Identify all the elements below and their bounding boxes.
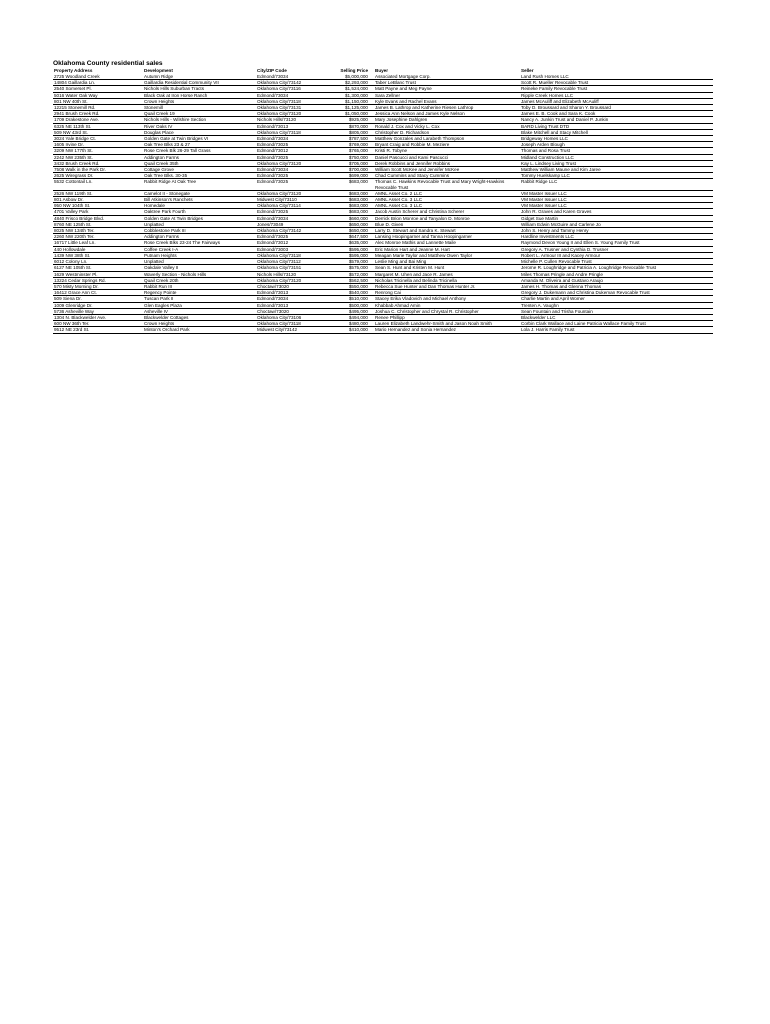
cell-address: 1304 N. Blackwelder Ave.: [53, 314, 143, 320]
cell-price: $805,000: [330, 129, 374, 135]
cell-buyer: Taber LeBlanc Trust: [374, 80, 520, 86]
cell-city-zip: Edmond/73025: [256, 154, 330, 160]
cell-buyer: Chad Cummins and Stacy Cummins: [374, 173, 520, 179]
cell-address: 7508 Walk in the Park Dr.: [53, 167, 143, 173]
cell-seller: Raymond Devon Young II and Ellen S. Young Family Trust: [520, 240, 713, 246]
cell-seller: Gidget Sue Martin: [520, 215, 713, 221]
cell-address: 13224 Cedar Springs Rd.: [53, 277, 143, 283]
cell-development: Crown Heights: [143, 98, 256, 104]
cell-buyer: Christopher D. Richardson: [374, 129, 520, 135]
cell-seller: James E. B. Cook and Sara K. Cook: [520, 111, 713, 117]
cell-development: Oak Tree Blks. 30-35: [143, 173, 256, 179]
cell-price: $683,000: [330, 197, 374, 203]
cell-city-zip: Edmond/73013: [256, 302, 330, 308]
cell-address: 1629 Westminster Pl.: [53, 271, 143, 277]
cell-buyer: Meagan Marie Taylor and Matthew Owen Taylor: [374, 252, 520, 258]
header-property-address: Property Address: [54, 68, 93, 73]
cell-buyer: AMNL Asset Co. 3 LLC: [374, 197, 520, 203]
cell-development: River Oaks IV: [143, 123, 256, 129]
cell-city-zip: Oklahoma City/73118: [256, 129, 330, 135]
cell-buyer: Kristi R. Tobyne: [374, 148, 520, 154]
header-selling-price: Selling Price: [340, 68, 368, 73]
cell-seller: Joseph Arden Blough: [520, 142, 713, 148]
cell-address: 440 Hollowdale: [53, 246, 143, 252]
cell-development: Blackwelder Cottages: [143, 314, 256, 320]
cell-city-zip: Oklahoma City/73120: [256, 160, 330, 166]
document-page: [53, 60, 713, 334]
table-body: [53, 74, 713, 333]
cell-price: $1,125,000: [330, 105, 374, 111]
cell-seller: Michelle P. Cullen Revocable Trust: [520, 259, 713, 265]
cell-buyer: Nicholas Tricinella and Belinda Tricinella: [374, 277, 520, 283]
cell-buyer: Matthew Gonzales and Larabeth Thompson: [374, 136, 520, 142]
cell-address: 4701 Valley Park: [53, 209, 143, 215]
table-row: [53, 321, 713, 327]
cell-city-zip: Edmond/73034: [256, 215, 330, 221]
cell-city-zip: Edmond/73034: [256, 136, 330, 142]
cell-city-zip: Oklahoma City/73120: [256, 190, 330, 196]
cell-address: 801 NW 40th St.: [53, 98, 143, 104]
cell-development: Rose Creek Blk 26-29 Tall Grass: [143, 148, 256, 154]
cell-price: $480,000: [330, 321, 374, 327]
cell-city-zip: Edmond/73034: [256, 296, 330, 302]
cell-city-zip: Jones/73049: [256, 221, 330, 227]
cell-city-zip: Edmond/73012: [256, 148, 330, 154]
table-row: [53, 327, 713, 333]
cell-address: 509 Siena Dr.: [53, 296, 143, 302]
cell-address: 1439 NW 38th St.: [53, 252, 143, 258]
cell-city-zip: Edmond/73025: [256, 209, 330, 215]
cell-city-zip: Oklahoma City/73142: [256, 80, 330, 86]
cell-development: Asheville IV: [143, 308, 256, 314]
cell-buyer: Renrong Cai: [374, 290, 520, 296]
cell-address: 9512 NE 23rd St.: [53, 327, 143, 333]
cell-seller: VM Master Issuer LLC: [520, 190, 713, 196]
cell-buyer: Larry D. Stewart and Sandra K. Stewart: [374, 228, 520, 234]
cell-buyer: Blue D. Given: [374, 221, 520, 227]
cell-development: Nichols Hills Suburban Tracts: [143, 86, 256, 92]
cell-price: $562,500: [330, 277, 374, 283]
cell-price: $495,000: [330, 308, 374, 314]
cell-buyer: AMNL Asset Co. 2 LLC: [374, 190, 520, 196]
sales-table: [53, 68, 713, 334]
cell-seller: BARD Living Trust DTD: [520, 123, 713, 129]
cell-city-zip: Edmond/73034: [256, 167, 330, 173]
cell-price: $494,000: [330, 314, 374, 320]
table-row: [53, 290, 713, 296]
cell-city-zip: Nichols Hills/73120: [256, 271, 330, 277]
cell-seller: Blackwelder LLC: [520, 314, 713, 320]
cell-price: $700,000: [330, 167, 374, 173]
cell-seller: Thomas and Rosa Trust: [520, 148, 713, 154]
cell-development: Stonemill: [143, 105, 256, 111]
cell-development: Unplatted: [143, 221, 256, 227]
cell-buyer: Kyle Evans and Rachel Evans: [374, 98, 520, 104]
cell-price: $787,500: [330, 136, 374, 142]
cell-development: Rabbit Run III: [143, 283, 256, 289]
cell-address: 600 NW 36th Ter.: [53, 321, 143, 327]
cell-development: Cottage Grove: [143, 167, 256, 173]
cell-buyer: Derrick Brion Monroe and Tanyalon D. Monroe: [374, 215, 520, 221]
cell-development: Glen Eagles Plaza: [143, 302, 256, 308]
cell-price: $635,000: [330, 240, 374, 246]
cell-address: 1605 Irvine Dr.: [53, 142, 143, 148]
cell-seller: Midland Construction LLC: [520, 154, 713, 160]
cell-development: Oak Tree Blks 23 & 27: [143, 142, 256, 148]
cell-city-zip: Oklahoma City/73151: [256, 265, 330, 271]
cell-address: 2941 Brush Creek Rd.: [53, 111, 143, 117]
cell-buyer: Mary Josephine Dahlgren: [374, 117, 520, 123]
cell-seller: James McAuliff and Elizabeth McAuliff: [520, 98, 713, 104]
cell-buyer: Ronald J. Cox and Vicky L. Cox: [374, 123, 520, 129]
cell-buyer: Lansing Hoopingarner and Tanna Hoopingarner: [374, 234, 520, 240]
cell-buyer: Mario Hernandez and Sonia Hernandez: [374, 327, 520, 333]
cell-price: $765,000: [330, 148, 374, 154]
cell-seller: Scott R. Mueller Revocable Trust: [520, 80, 713, 86]
cell-address: 2526 NW 119th St.: [53, 190, 143, 196]
cell-seller: James H. Thomas and Glenna Thomas: [520, 283, 713, 289]
cell-development: Rose Creek Blks 23-24 The Fairways: [143, 240, 256, 246]
cell-seller: Lola J. Harris Family Trust: [520, 327, 713, 333]
cell-address: 6127 NE 105th St.: [53, 265, 143, 271]
cell-seller: John S. Henry and Tammy Henry: [520, 228, 713, 234]
cell-address: 14804 Gaillardia Ln.: [53, 80, 143, 86]
cell-development: Putnam Heights: [143, 252, 256, 258]
cell-price: $575,000: [330, 265, 374, 271]
cell-price: $699,000: [330, 173, 374, 179]
cell-city-zip: Midwest City/73110: [256, 197, 330, 203]
cell-buyer: Derek Robbins and Jennifer Robbins: [374, 160, 520, 166]
cell-development: Quail Creek 19: [143, 111, 256, 117]
cell-city-zip: Oklahoma City/73118: [256, 321, 330, 327]
cell-price: $650,000: [330, 228, 374, 234]
cell-buyer: Bryant Craig and Robbie M. Meziere: [374, 142, 520, 148]
cell-development: Cobblestone Park III: [143, 228, 256, 234]
page-title: Oklahoma County residential sales: [53, 60, 163, 67]
cell-seller: Sean Fountain and Trisha Fountain: [520, 308, 713, 314]
cell-city-zip: Edmond/73025: [256, 179, 330, 190]
cell-buyer: Eric Marion Hart and Jeanne M. Hart: [374, 246, 520, 252]
cell-buyer: Joshua C. Christopher and Chrystal R. Christopher: [374, 308, 520, 314]
cell-development: Tuscan Park II: [143, 296, 256, 302]
cell-seller: Jerome R. Loughridge and Patricia A. Loughridge Revocable Trust: [520, 265, 713, 271]
cell-seller: Miles Thomas Pringle and Andre Pringle: [520, 271, 713, 277]
cell-city-zip: Midwest City/73142: [256, 327, 330, 333]
cell-address: 3024 Yale Bridge Ct.: [53, 136, 143, 142]
cell-city-zip: Oklahoma City/73116: [256, 86, 330, 92]
cell-address: 2625 Wiregrass Dr.: [53, 173, 143, 179]
cell-buyer: Alec Monroe Mathis and Lannette Maile: [374, 240, 520, 246]
cell-buyer: Daniel Pascucci and Kami Pascucci: [374, 154, 520, 160]
cell-development: Regency Pointe: [143, 290, 256, 296]
cell-city-zip: Choctaw/73020: [256, 283, 330, 289]
cell-price: $683,000: [330, 179, 374, 190]
cell-city-zip: Edmond/73025: [256, 173, 330, 179]
cell-address: 2260 NW 220th Ter.: [53, 234, 143, 240]
cell-seller: Ripple Creek Homes LLC: [520, 92, 713, 98]
cell-development: Camelot II - Stonegate: [143, 190, 256, 196]
cell-address: 8025 NW 134th Ter.: [53, 228, 143, 234]
cell-seller: Rabbit Ridge LLC: [520, 179, 713, 190]
cell-address: 509 NW 43rd St.: [53, 129, 143, 135]
cell-city-zip: Edmond/73025: [256, 234, 330, 240]
cell-price: $683,000: [330, 209, 374, 215]
cell-price: $683,000: [330, 203, 374, 209]
cell-price: $5,000,000: [330, 74, 374, 80]
cell-price: $510,000: [330, 296, 374, 302]
cell-price: $595,000: [330, 246, 374, 252]
cell-development: Douglas Place: [143, 129, 256, 135]
cell-address: 2725 Woodland Creek: [53, 74, 143, 80]
header-buyer: Buyer: [375, 68, 389, 73]
cell-seller: VM Master Issuer LLC: [520, 197, 713, 203]
cell-price: $2,293,000: [330, 80, 374, 86]
cell-development: Quail Creek 20th: [143, 277, 256, 283]
cell-development: Golden Gate at Twin Bridges VI: [143, 136, 256, 142]
cell-development: Nichols Hills - Wilshire Section: [143, 117, 256, 123]
cell-seller: Gregory J. Dukemann and Christina Dukeman Revocable Trust: [520, 290, 713, 296]
cell-price: $410,000: [330, 327, 374, 333]
table-row: [53, 240, 713, 246]
cell-address: 2242 NW 235th St.: [53, 154, 143, 160]
header-seller: Seller: [521, 68, 534, 73]
cell-development: Bill Atkinson's Ranchets: [143, 197, 256, 203]
cell-seller: Charlie Martin and April Womer: [520, 296, 713, 302]
cell-city-zip: Oklahoma City/73120: [256, 111, 330, 117]
cell-seller: Gregory A. Trusner and Cynthia D. Trusner: [520, 246, 713, 252]
cell-buyer: Rebecca Sue Hunter and Dan Thomas Hunter Jr.: [374, 283, 520, 289]
cell-city-zip: Oklahoma City/73106: [256, 314, 330, 320]
cell-city-zip: Choctaw/73020: [256, 308, 330, 314]
cell-city-zip: Edmond/73025: [256, 142, 330, 148]
cell-city-zip: Oklahoma City/73114: [256, 203, 330, 209]
cell-buyer: Associated Mortgage Corp.: [374, 74, 520, 80]
cell-city-zip: Oklahoma City/73142: [256, 228, 330, 234]
cell-seller: VM Master Issuer LLC: [520, 203, 713, 209]
cell-city-zip: Oklahoma City/73118: [256, 98, 330, 104]
cell-seller: Land Rush Homes LLC: [520, 74, 713, 80]
cell-development: Rabbit Ridge At Oak Tree: [143, 179, 256, 190]
cell-buyer: James B. Lathrop and Katherine Riesen Lathrop: [374, 105, 520, 111]
cell-price: $650,000: [330, 221, 374, 227]
cell-city-zip: Edmond/73034: [256, 92, 330, 98]
cell-development: Homedale: [143, 203, 256, 209]
cell-address: 16412 Grace Ann Ct.: [53, 290, 143, 296]
header-development: Development: [144, 68, 173, 73]
cell-city-zip: Edmond/73013: [256, 123, 330, 129]
cell-city-zip: Oklahoma City/73120: [256, 277, 330, 283]
cell-buyer: Stacey Erika Vladovich and Michael Anthony: [374, 296, 520, 302]
cell-address: 12215 Stonemill Rd.: [53, 105, 143, 111]
cell-address: 16717 Little Leaf Ln.: [53, 240, 143, 246]
cell-seller: Amanda M. Oliveira and Gustavo Araujo: [520, 277, 713, 283]
cell-address: 801 Asbow Dr.: [53, 197, 143, 203]
cell-seller: Trenten A. Vaughn: [520, 302, 713, 308]
cell-city-zip: Oklahoma City/73112: [256, 259, 330, 265]
cell-price: $1,300,000: [330, 92, 374, 98]
cell-development: Golden Gate At Twin Bridges: [143, 215, 256, 221]
cell-price: $572,000: [330, 271, 374, 277]
cell-price: $925,000: [330, 117, 374, 123]
cell-development: Oaktree Park Fourth: [143, 209, 256, 215]
cell-buyer: Renee Phillipp: [374, 314, 520, 320]
cell-development: Black Oak at Iron Horse Ranch: [143, 92, 256, 98]
cell-buyer: AMNL Asset Co. 3 LLC: [374, 203, 520, 209]
cell-seller: Robert L. Armour III and Kacey Armour: [520, 252, 713, 258]
cell-development: Addington Farms: [143, 234, 256, 240]
cell-price: $1,150,000: [330, 98, 374, 104]
cell-buyer: Lauren Elizabeth Landwehr-Smith and Jason Noah Smith: [374, 321, 520, 327]
cell-development: Addington Farms: [143, 154, 256, 160]
cell-address: 1709 Drakestone Ave.: [53, 117, 143, 123]
cell-development: Oakdale Valley II: [143, 265, 256, 271]
cell-buyer: William Scott McKee and Jennifer McKee: [374, 167, 520, 173]
cell-price: $595,000: [330, 252, 374, 258]
cell-city-zip: Edmond/73013: [256, 290, 330, 296]
cell-address: 950 NW 104th St.: [53, 203, 143, 209]
cell-price: $870,000: [330, 123, 374, 129]
cell-city-zip: Edmond/73012: [256, 240, 330, 246]
cell-city-zip: Nichols Hills/73120: [256, 117, 330, 123]
cell-seller: Blake Mitchell and Stacy Mitchell: [520, 129, 713, 135]
cell-buyer: Leslie Ming and Bai Ming: [374, 259, 520, 265]
cell-address: 6012 Colony Ln.: [53, 259, 143, 265]
cell-development: Minton's Orchard Park: [143, 327, 256, 333]
cell-development: Quail Creek 35th: [143, 160, 256, 166]
cell-address: 3432 Brush Creek Rd.: [53, 160, 143, 166]
cell-address: 2540 Somerset Pl.: [53, 86, 143, 92]
cell-address: 8760 NE 125th St.: [53, 221, 143, 227]
cell-seller: John R. Graves and Karen Graves: [520, 209, 713, 215]
cell-address: 5532 Cottontail Ln.: [53, 179, 143, 190]
cell-seller: Reineke Family Revocable Trust: [520, 86, 713, 92]
cell-seller: Tommy Huelskamp LLC: [520, 173, 713, 179]
cell-development: Coffee Creek I-A: [143, 246, 256, 252]
cell-buyer: Matt Payne and Meg Payne: [374, 86, 520, 92]
cell-development: Unplatted: [143, 259, 256, 265]
cell-price: $579,000: [330, 259, 374, 265]
table-row: [53, 265, 713, 271]
cell-price: $683,000: [330, 190, 374, 196]
cell-price: $540,000: [330, 290, 374, 296]
cell-seller: Bridgeway Homes LLC: [520, 136, 713, 142]
cell-price: $500,000: [330, 302, 374, 308]
cell-price: $660,000: [330, 215, 374, 221]
cell-seller: Kay L. Lindsey Living Trust: [520, 160, 713, 166]
cell-development: Autumn Ridge: [143, 74, 256, 80]
cell-address: 570 Misty Morning Dr.: [53, 283, 143, 289]
cell-price: $550,000: [330, 283, 374, 289]
cell-price: $1,050,000: [330, 111, 374, 117]
cell-seller: Corbin Clark Wallace and Laine Patricia Wallace Family Trust: [520, 321, 713, 327]
cell-city-zip: Edmond/73034: [256, 74, 330, 80]
cell-address: 4840 Frisco Bridge Blvd.: [53, 215, 143, 221]
cell-buyer: Margaret M. Uhen and Jace R. James: [374, 271, 520, 277]
cell-city-zip: Oklahoma City/73118: [256, 252, 330, 258]
cell-seller: William Edwin McGuire and Carlene Jo: [520, 221, 713, 227]
cell-buyer: Jessica Ann Nelson and James Kyle Nelson: [374, 111, 520, 117]
cell-seller: Matthew William Maune and Kim Jaree: [520, 167, 713, 173]
cell-buyer: Sean S. Hunt and Kristen M. Hunt: [374, 265, 520, 271]
cell-buyer: Jacob Austin Scherer and Christina Scherer: [374, 209, 520, 215]
cell-buyer: Thomas C. Hawkins Revocable Trust and Mary Wright-Hawkins Revocable Trust: [374, 179, 520, 190]
cell-address: 3209 NW 177th St.: [53, 148, 143, 154]
cell-seller: Hardline Investments LLC: [520, 234, 713, 240]
cell-city-zip: Oklahoma City/73131: [256, 105, 330, 111]
header-city-zip: City/ZIP Code: [257, 68, 287, 73]
cell-buyer: Khabbab Ahmad Amin: [374, 302, 520, 308]
cell-address: 5736 Asheville Way: [53, 308, 143, 314]
cell-buyer: Sara Zellner: [374, 92, 520, 98]
cell-address: 6325 NE 113th St.: [53, 123, 143, 129]
cell-address: 5016 Water Oak Way: [53, 92, 143, 98]
cell-address: 1009 Glenridge Dr.: [53, 302, 143, 308]
cell-development: Waverly Section - Nichols Hills: [143, 271, 256, 277]
cell-price: $769,000: [330, 142, 374, 148]
cell-price: $750,000: [330, 154, 374, 160]
table-row: [53, 179, 713, 190]
cell-development: Crown Heights: [143, 321, 256, 327]
cell-development: Gaillardia Residential Community VII: [143, 80, 256, 86]
cell-city-zip: Edmond/73003: [256, 246, 330, 252]
cell-seller: Nancy A. Junkin Trust and Daniel P. Junkin: [520, 117, 713, 123]
cell-seller: Toby D. Broussard and Sharon Y. Broussard: [520, 105, 713, 111]
cell-price: $647,500: [330, 234, 374, 240]
cell-price: $705,000: [330, 160, 374, 166]
cell-price: $1,524,000: [330, 86, 374, 92]
